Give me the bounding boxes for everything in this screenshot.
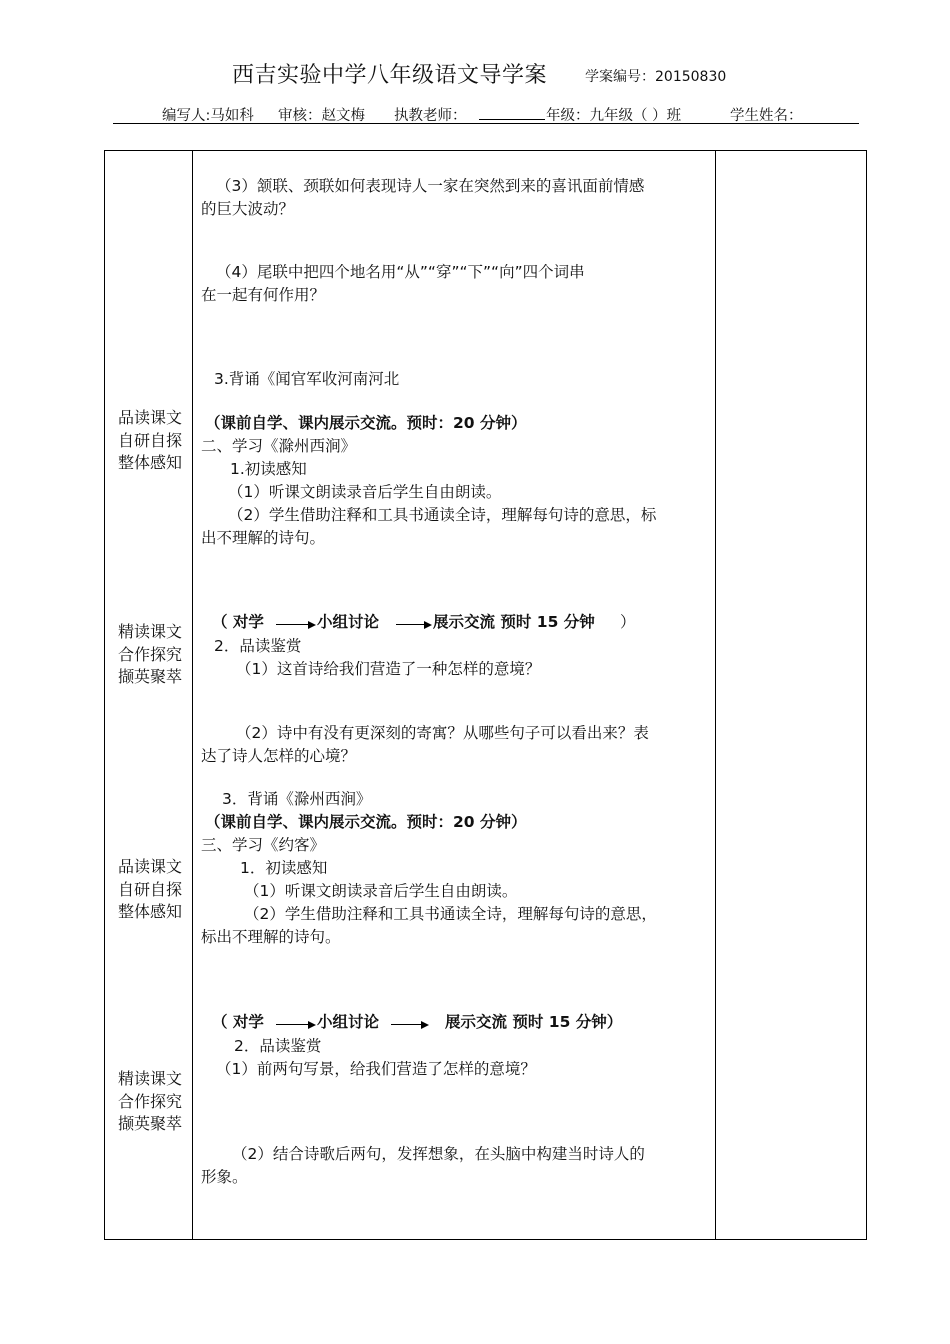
- sidebar-label: 合作探究: [117, 644, 182, 664]
- flow-1-close: ）: [620, 613, 636, 631]
- section-3-question-2-line2: 形象。: [201, 1168, 248, 1186]
- section-2-title: 二、学习《滁州西涧》: [201, 437, 357, 455]
- author: 编写人:马如科: [162, 108, 254, 124]
- flow-arrow-icon: [391, 1024, 427, 1025]
- recite-task-2: 3．背诵《滁州西涧》: [222, 790, 372, 808]
- question-4-line1: （4）尾联中把四个地名用“从”“穿”“下”“向”四个词串: [216, 263, 585, 281]
- question-4-line2: 在一起有何作用？: [201, 286, 326, 304]
- section-2-step-1: 1.初读感知: [230, 460, 307, 478]
- sidebar-block-explore-2: [110, 1068, 190, 1136]
- flow-2-start: （ 对学: [212, 1013, 264, 1031]
- flow-arrow-icon: [276, 624, 314, 625]
- teacher-label: 执教老师：: [394, 108, 467, 124]
- sidebar-label: 撷英聚萃: [117, 1114, 182, 1133]
- teacher-blank: [479, 119, 545, 120]
- sidebar-label: 整体感知: [117, 453, 182, 472]
- doc-number: 学案编号：20150830: [585, 69, 727, 85]
- section-2-question-2-line2: 达了诗人怎样的心境？: [201, 747, 357, 765]
- section-3-title: 三、学习《约客》: [201, 836, 326, 854]
- section-3-step-2: 2．品读鉴赏: [234, 1037, 322, 1055]
- sidebar-block-explore-1: [110, 621, 190, 689]
- question-3-line2: 的巨大波动？: [201, 200, 295, 218]
- flow-arrow-icon: [396, 624, 430, 625]
- section-2-task-2-line1: （2）学生借助注释和工具书通读全诗，理解每句诗的意思，标: [228, 506, 657, 524]
- section-3-task-2-line2: 标出不理解的诗句。: [201, 928, 341, 946]
- sidebar-label: 精读课文: [117, 1069, 182, 1088]
- section-3-task-2-line1: （2）学生借助注释和工具书通读全诗，理解每句诗的意思，: [244, 905, 657, 923]
- question-3-line1: （3）颔联、颈联如何表现诗人一家在突然到来的喜讯面前情感: [216, 177, 645, 195]
- sidebar-label: 品读课文: [117, 408, 182, 427]
- sidebar-label: 合作探究: [117, 1091, 182, 1111]
- recite-task-1: 3.背诵《闻官军收河南河北: [214, 370, 400, 388]
- time-note-2: （课前自学、课内展示交流。预时：20 分钟）: [205, 813, 527, 831]
- section-2-question-2-line1: （2）诗中有没有更深刻的寄寓？从哪些句子可以看出来？表: [236, 724, 649, 742]
- sidebar-block-read-2: [110, 856, 190, 924]
- section-3-question-2-line1: （2）结合诗歌后两句，发挥想象，在头脑中构建当时诗人的: [232, 1145, 645, 1163]
- sidebar-label: 自研自探: [117, 879, 182, 899]
- header-divider: [113, 123, 859, 124]
- column-divider-right: [715, 150, 716, 1240]
- section-2-task-1: （1）听课文朗读录音后学生自由朗读。: [228, 483, 502, 501]
- flow-arrow-icon: [276, 1024, 314, 1025]
- flow-1-end: 展示交流 预时 15 分钟: [433, 613, 595, 631]
- section-3-question-1: （1）前两句写景，给我们营造了怎样的意境？: [216, 1060, 536, 1078]
- sidebar-label: 品读课文: [117, 857, 182, 876]
- flow-2-middle: 小组讨论: [317, 1013, 380, 1031]
- section-2-question-1: （1）这首诗给我们营造了一种怎样的意境？: [236, 660, 541, 678]
- page-title: 西吉实验中学八年级语文导学案: [232, 63, 548, 88]
- flow-1-middle: 小组讨论: [317, 613, 380, 631]
- flow-2-end: 展示交流 预时 15 分钟）: [445, 1013, 623, 1031]
- sidebar-label: 精读课文: [117, 622, 182, 641]
- sidebar-label: 撷英聚萃: [117, 667, 182, 686]
- section-2-task-2-line2: 出不理解的诗句。: [201, 529, 326, 547]
- sidebar-label: 自研自探: [117, 430, 182, 450]
- student-name-label: 学生姓名：: [730, 108, 803, 124]
- section-3-step-1: 1．初读感知: [240, 859, 328, 877]
- column-divider-left: [192, 150, 193, 1240]
- flow-1-start: （ 对学: [212, 613, 264, 631]
- grade-class: 年级：九年级（ ）班: [546, 108, 682, 124]
- reviewer: 审核：赵文梅: [278, 108, 365, 124]
- time-note-1: （课前自学、课内展示交流。预时：20 分钟）: [205, 414, 527, 432]
- section-3-task-1: （1）听课文朗读录音后学生自由朗读。: [244, 882, 518, 900]
- sidebar-block-read-1: [110, 407, 190, 475]
- section-2-step-2: 2．品读鉴赏: [214, 637, 302, 655]
- sidebar-label: 整体感知: [117, 902, 182, 921]
